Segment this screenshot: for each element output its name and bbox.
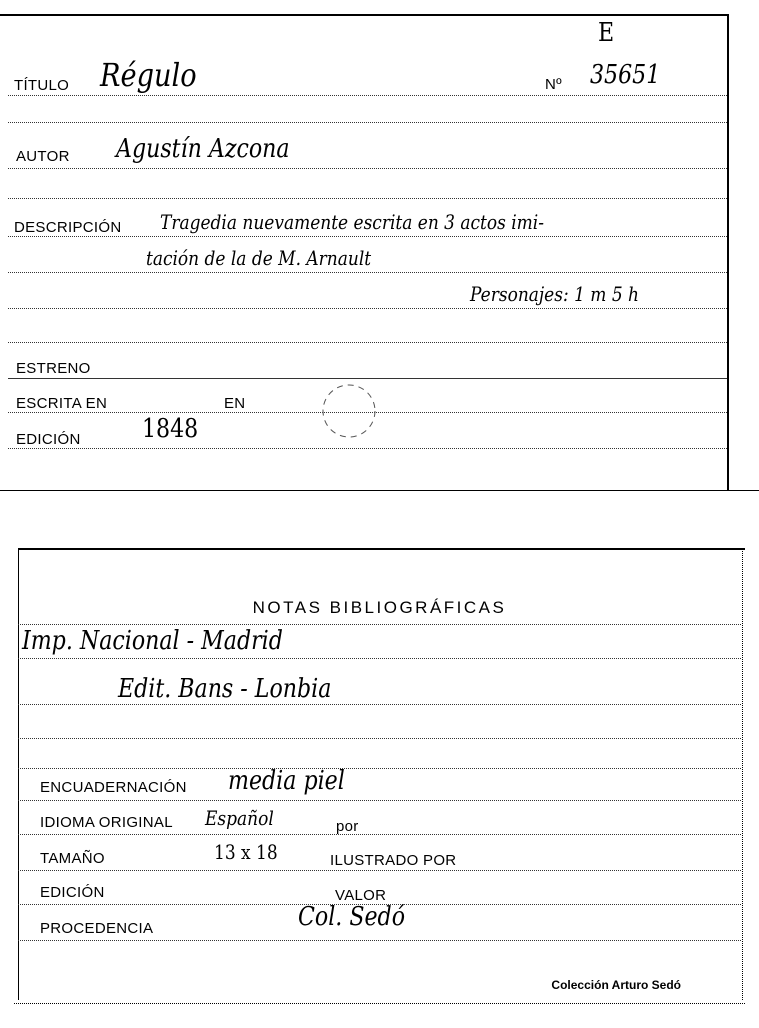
rule xyxy=(18,870,741,871)
encuadernacion-label: ENCUADERNACIÓN xyxy=(40,779,187,796)
rule xyxy=(18,834,741,835)
rule xyxy=(18,658,741,659)
autor-value: Agustín Azcona xyxy=(116,134,290,164)
encuadernacion-value: media piel xyxy=(228,766,345,796)
rule xyxy=(8,448,727,449)
idioma-por-label: por xyxy=(336,818,359,835)
catalog-card-bottom xyxy=(0,540,759,1020)
numero-value: 35651 xyxy=(590,60,661,90)
estreno-label: ESTRENO xyxy=(16,360,91,377)
card-top-edge xyxy=(0,14,729,16)
procedencia-label: PROCEDENCIA xyxy=(40,920,154,937)
descripcion-line3: Personajes: 1 m 5 h xyxy=(470,282,640,306)
rule xyxy=(18,624,741,625)
descripcion-label: DESCRIPCIÓN xyxy=(14,219,122,236)
rule xyxy=(8,236,727,237)
card-bottom-edge xyxy=(0,490,759,491)
rule xyxy=(18,800,741,801)
titulo-label: TÍTULO xyxy=(14,77,70,94)
rule xyxy=(8,168,727,169)
autor-label: AUTOR xyxy=(16,148,70,165)
ilustrado-label: ILUSTRADO POR xyxy=(330,852,457,869)
section-title: NOTAS BIBLIOGRÁFICAS xyxy=(252,598,507,617)
note-line-1: Imp. Nacional - Madrid xyxy=(22,626,283,656)
rule xyxy=(8,378,727,379)
rule xyxy=(18,768,741,769)
valor-label: VALOR xyxy=(335,887,387,904)
escrita-label: ESCRITA EN xyxy=(16,395,108,412)
rule xyxy=(8,272,727,273)
card-top-edge xyxy=(18,548,745,550)
titulo-value: Régulo xyxy=(100,56,197,94)
edicion-value: 1848 xyxy=(142,414,199,444)
card-bottom-edge xyxy=(14,1003,745,1004)
descripcion-line2: tación de la de M. Arnault xyxy=(146,246,372,270)
idioma-value: Español xyxy=(205,806,274,830)
rule xyxy=(18,940,741,941)
escrita-en-label: EN xyxy=(224,395,246,412)
numero-label: Nº xyxy=(545,76,562,93)
punch-hole xyxy=(318,380,380,442)
rule xyxy=(8,308,727,309)
collection-footer: Colección Arturo Sedó xyxy=(551,978,681,992)
rule xyxy=(18,738,741,739)
rule xyxy=(18,704,741,705)
descripcion-line1: Tragedia nuevamente escrita en 3 actos imi- xyxy=(160,210,544,234)
rule xyxy=(8,198,727,199)
idioma-label: IDIOMA ORIGINAL xyxy=(40,814,173,831)
card-right-edge xyxy=(727,14,729,490)
corner-mark: E xyxy=(598,18,615,48)
catalog-card-top xyxy=(0,0,759,500)
tamano-label: TAMAÑO xyxy=(40,850,105,867)
edicion-label: EDICIÓN xyxy=(40,884,105,901)
edicion-label: EDICIÓN xyxy=(16,431,81,448)
rule xyxy=(8,122,727,123)
rule xyxy=(8,95,727,96)
rule xyxy=(8,342,727,343)
note-line-2: Edit. Bans - Lonbia xyxy=(118,674,332,704)
procedencia-value: Col. Sedó xyxy=(298,902,406,932)
tamano-value: 13 x 18 xyxy=(214,840,278,864)
